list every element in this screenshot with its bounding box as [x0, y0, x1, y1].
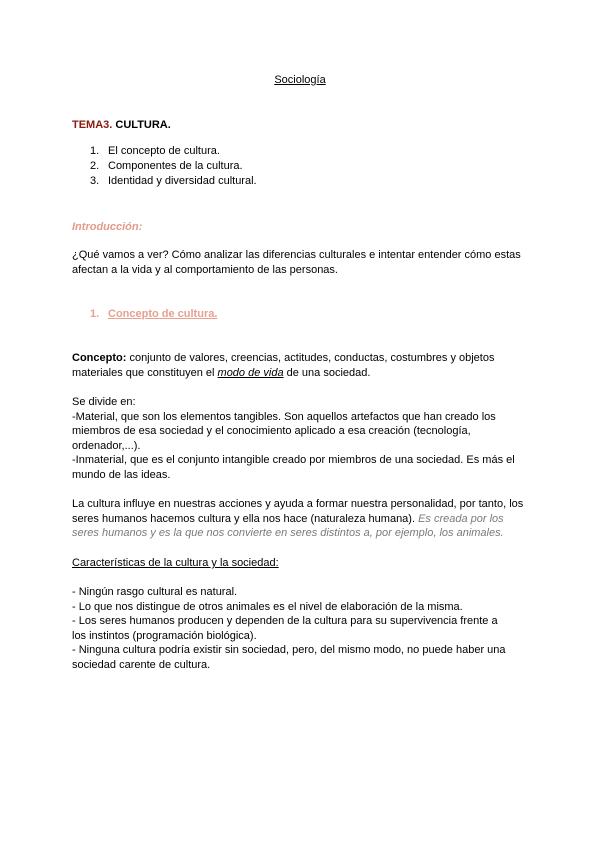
divide-line: miembros de esa sociedad y el conocimiento aplicado a esa creación (tecnología, — [72, 425, 471, 437]
intro-line: afectan a la vida y al comportamiento de las personas. — [72, 263, 338, 276]
list-item: sociedad carente de cultura. — [72, 658, 211, 671]
caracteristicas-list — [72, 585, 532, 672]
section-number: 1. — [90, 308, 100, 320]
toc-number: 2. — [90, 160, 100, 172]
caracteristicas-heading: Características de la cultura y la sociedad: — [72, 557, 279, 569]
influye-italic: seres humanos y es la que nos convierte en seres distintos a, por ejemplo, los animales. — [72, 527, 504, 539]
concepto-text: de una sociedad. — [283, 366, 371, 379]
toc-number: 1. — [90, 145, 100, 157]
concepto-text: materiales que constituyen el — [72, 366, 218, 379]
concepto-paragraph — [72, 351, 532, 380]
tema-heading — [72, 118, 171, 133]
list-item: - Ningún rasgo cultural es natural. — [72, 586, 238, 598]
tema-label: TEMA3. — [72, 119, 113, 131]
intro-heading: Introducción: — [72, 221, 143, 233]
divide-paragraph — [72, 395, 532, 482]
table-of-contents — [90, 144, 257, 189]
influye-line: La cultura influye en nuestras acciones y ayuda a formar nuestra personalidad, por tanto, los — [72, 498, 524, 510]
toc-item — [90, 159, 257, 174]
list-item: - Los seres humanos producen y dependen de la cultura para su supervivencia frente a — [72, 615, 498, 627]
concepto-text: conjunto de valores, creencias, actitudes, conductas, costumbres y objetos — [126, 352, 495, 364]
concepto-label: Concepto: — [72, 352, 127, 364]
toc-item — [90, 144, 257, 159]
toc-text: Componentes de la cultura. — [108, 160, 243, 172]
intro-line: ¿Qué vamos a ver? Cómo analizar las diferencias culturales e intentar entender cómo estas — [72, 249, 521, 261]
section-1-heading — [90, 307, 217, 322]
divide-line: -Inmaterial, que es el conjunto intangible creado por miembros de una sociedad. Es más el — [72, 454, 515, 466]
tema-title: CULTURA. — [112, 119, 171, 131]
influye-paragraph — [72, 497, 532, 541]
section-title: Concepto de cultura. — [108, 308, 218, 320]
divide-line: ordenador,...). — [72, 439, 141, 452]
toc-text: El concepto de cultura. — [108, 145, 220, 157]
toc-item — [90, 174, 257, 189]
influye-italic: Es creada por los — [418, 512, 504, 525]
concepto-emphasis: modo de vida — [217, 366, 284, 379]
intro-paragraph — [72, 248, 532, 277]
divide-line: mundo de las ideas. — [72, 468, 171, 481]
divide-intro: Se divide en: — [72, 396, 136, 408]
list-item: los instintos (programación biológica). — [72, 629, 257, 642]
list-item: - Ninguna cultura podría existir sin sociedad, pero, del mismo modo, no puede haber una — [72, 644, 506, 656]
page-header-title: Sociología — [274, 74, 326, 86]
divide-line: -Material, que son los elementos tangibles. Son aquellos artefactos que han creado los — [72, 410, 496, 423]
toc-number: 3. — [90, 175, 100, 187]
list-item: - Lo que nos distingue de otros animales es el nivel de elaboración de la misma. — [72, 600, 463, 613]
toc-text: Identidad y diversidad cultural. — [108, 175, 257, 187]
influye-text: seres humanos hacemos cultura y ella nos hace (naturaleza humana). — [72, 512, 419, 525]
